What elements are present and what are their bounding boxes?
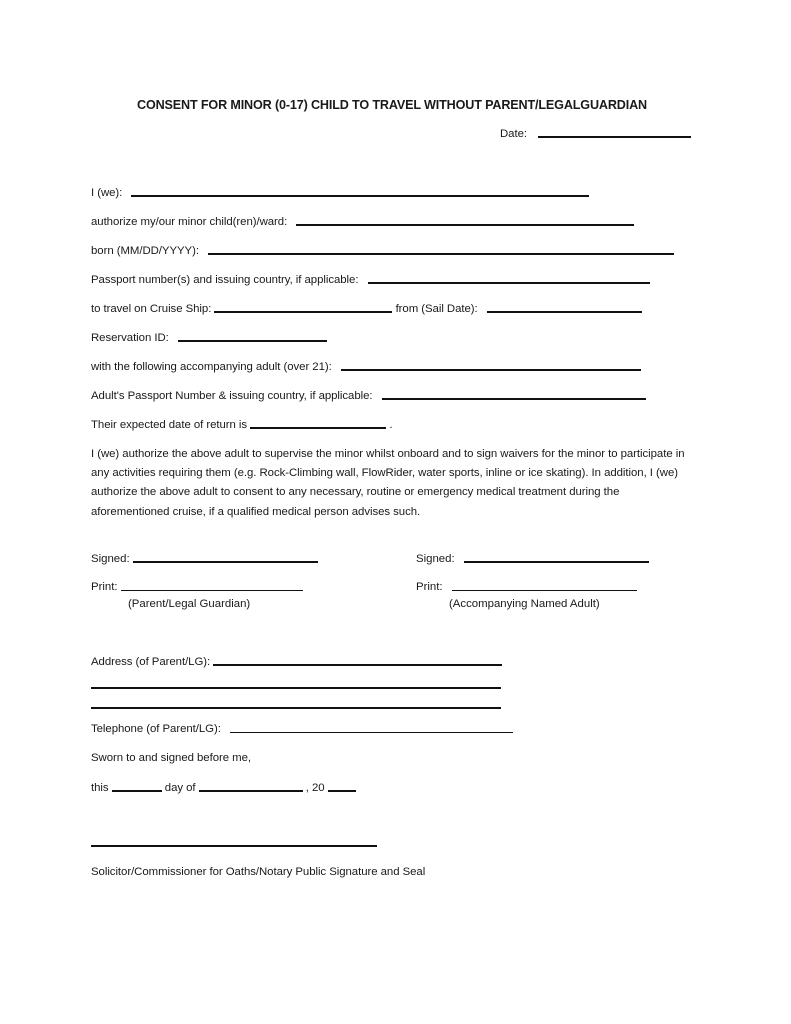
right-signature-caption: (Accompanying Named Adult) — [449, 598, 600, 610]
adult-passport-label: Adult's Passport Number & issuing country, if applicable: — [91, 390, 373, 402]
this-label: this — [91, 782, 109, 794]
left-signed-field-rule[interactable] — [133, 551, 318, 563]
accompanying-adult-row — [91, 359, 641, 374]
passport-row — [91, 272, 650, 287]
passport-field-rule[interactable] — [368, 272, 650, 284]
left-signature-caption: (Parent/Legal Guardian) — [128, 598, 251, 610]
left-print-label: Print: — [91, 581, 118, 593]
day-of-label: day of — [164, 782, 196, 794]
day-number-field-rule[interactable] — [112, 780, 162, 792]
left-signed-label: Signed: — [91, 553, 130, 565]
year-prefix-label: , 20 — [305, 782, 325, 794]
return-date-field-rule[interactable] — [250, 417, 386, 429]
telephone-row — [91, 722, 513, 736]
return-date-period: . — [389, 419, 393, 431]
right-signed-field-rule[interactable] — [464, 551, 649, 563]
address-row — [91, 654, 502, 669]
date-label: Date: — [500, 128, 527, 140]
sail-date-field-rule[interactable] — [487, 301, 642, 313]
page-title: CONSENT FOR MINOR (0-17) CHILD TO TRAVEL WITHOUT PARENT/LEGALGUARDIAN — [137, 98, 647, 112]
address-label: Address (of Parent/LG): — [91, 656, 211, 668]
right-print-label: Print: — [416, 581, 443, 593]
date-field-rule[interactable] — [538, 126, 691, 138]
sail-date-label: from (Sail Date): — [395, 303, 478, 315]
born-row — [91, 243, 674, 258]
sworn-statement: Sworn to and signed before me, — [91, 752, 251, 764]
address-field-rule-3[interactable] — [91, 707, 501, 709]
date-row — [500, 126, 691, 141]
right-print-row — [416, 580, 637, 594]
notary-signature-rule[interactable] — [91, 845, 377, 847]
month-field-rule[interactable] — [199, 780, 303, 792]
telephone-label: Telephone (of Parent/LG): — [91, 723, 221, 735]
consent-paragraph: I (we) authorize the above adult to supervise the minor whilst onboard and to sign waivers for the minor to participate in any activities requiring them (e.g. Rock-Climbing wall, FlowRider, water sports, inline or ice skating). In addition, I (we) authorize the above adult to consent to any necessary, routine or emergency medical treatment during the aforementioned cruise, if a qualified medical person advises such. — [91, 448, 685, 518]
sworn-date-row — [91, 780, 356, 795]
address-field-rule-1[interactable] — [213, 654, 502, 666]
accompanying-adult-field-rule[interactable] — [341, 359, 641, 371]
left-signed-row — [91, 551, 318, 566]
reservation-field-rule[interactable] — [178, 330, 327, 342]
right-signed-row — [416, 551, 649, 566]
address-field-rule-2[interactable] — [91, 687, 501, 689]
notary-signature-caption: Solicitor/Commissioner for Oaths/Notary Public Signature and Seal — [91, 866, 426, 878]
year-field-rule[interactable] — [328, 780, 356, 792]
i-we-row — [91, 185, 589, 200]
cruise-ship-field-rule[interactable] — [214, 301, 392, 313]
i-we-field-rule[interactable] — [131, 185, 589, 197]
cruise-ship-row — [91, 301, 642, 316]
born-label: born (MM/DD/YYYY): — [91, 245, 199, 257]
minor-child-row — [91, 214, 634, 229]
i-we-label: I (we): — [91, 187, 123, 199]
telephone-field-rule[interactable] — [230, 722, 513, 733]
passport-label: Passport number(s) and issuing country, if applicable: — [91, 274, 359, 286]
left-print-field-rule[interactable] — [121, 580, 303, 591]
right-print-field-rule[interactable] — [452, 580, 637, 591]
return-date-label: Their expected date of return is — [91, 419, 248, 431]
accompanying-adult-label: with the following accompanying adult (over 21): — [91, 361, 332, 373]
cruise-ship-label: to travel on Cruise Ship: — [91, 303, 212, 315]
minor-child-label: authorize my/our minor child(ren)/ward: — [91, 216, 288, 228]
return-date-row — [91, 417, 392, 432]
right-signed-label: Signed: — [416, 553, 455, 565]
minor-child-field-rule[interactable] — [296, 214, 634, 226]
reservation-row — [91, 330, 327, 345]
left-print-row — [91, 580, 303, 594]
reservation-label: Reservation ID: — [91, 332, 169, 344]
adult-passport-field-rule[interactable] — [382, 388, 646, 400]
born-field-rule[interactable] — [208, 243, 674, 255]
adult-passport-row — [91, 388, 646, 403]
